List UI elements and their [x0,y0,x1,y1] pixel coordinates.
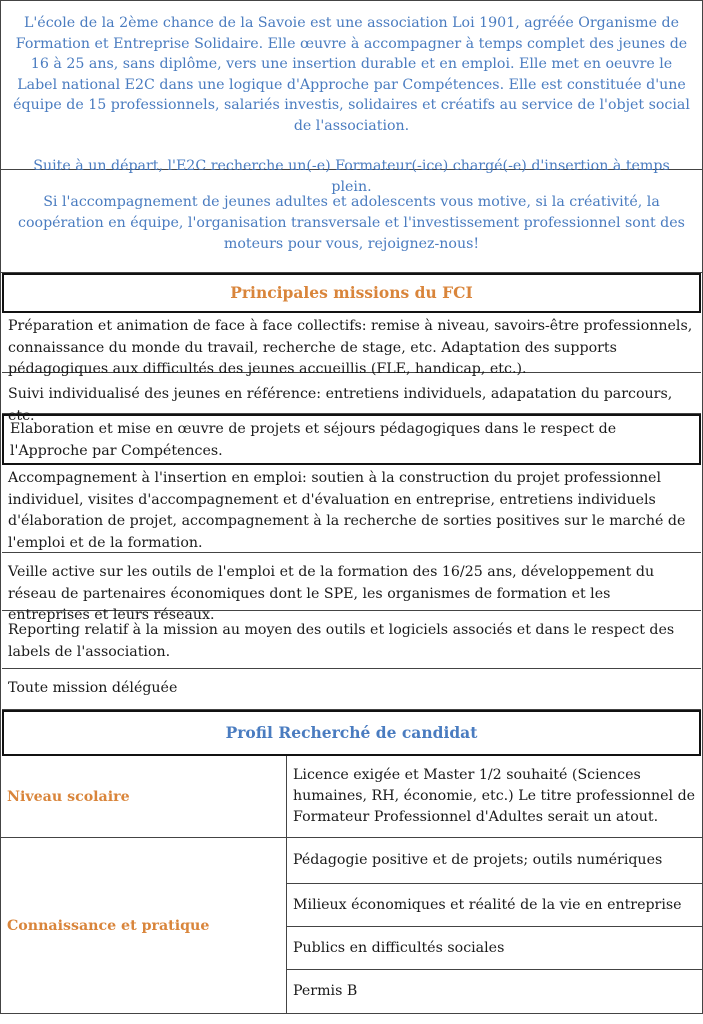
recruitment-announcement: Suite à un départ, l'E2C recherche un(-e) Formateur(-ice) chargé(-e) d'insertion à temps plein. [33,158,670,195]
mission-item: Accompagnement à l'insertion en emploi: soutien à la construction du projet professionnel individuel, visites d'accompagnement et d'évaluation en entreprise, entretiens individuels d'élaboration de projet, accompagnement à la recherche de sorties positives sur le marché de l'emploi et de la formation. [2,465,701,553]
connaissance-item: Publics en difficultés sociales [287,926,702,969]
niveau-scolaire-row [1,756,702,838]
mission-item: Toute mission déléguée [2,669,701,710]
missions-heading: Principales missions du FCI [2,273,701,313]
connaissance-pratique-label: Connaissance et pratique [1,838,287,1013]
connaissance-pratique-values [287,838,702,1013]
mission-item: Elaboration et mise en œuvre de projets et séjours pédagogiques dans le respect de l'Approche par Compétences. [2,414,701,465]
profil-heading: Profil Recherché de candidat [2,710,701,756]
niveau-scolaire-label: Niveau scolaire [1,756,287,837]
mission-item: Reporting relatif à la mission au moyen des outils et logiciels associés et dans le respect des labels de l'association. [2,611,701,669]
niveau-scolaire-value: Licence exigée et Master 1/2 souhaité (Sciences humaines, RH, économie, etc.) Le titre professionnel de Formateur Professionnel d'Adultes serait un atout. [293,767,696,825]
niveau-scolaire-values [287,756,702,837]
motivation-paragraph: Si l'accompagnement de jeunes adultes et adolescents vous motive, si la créativité, la coopération en équipe, l'organisation transversale et l'investissement professionnel sont des moteurs pour vous, rejoignez-nous! [1,170,702,273]
intro-section [1,0,702,195]
mission-item: Suivi individualisé des jeunes en référence: entretiens individuels, adapatation du parcours, etc. [2,373,701,414]
connaissance-item: Pédagogie positive et de projets; outils numériques [293,852,663,868]
connaissance-item: Milieux économiques et réalité de la vie en entreprise [287,883,702,926]
connaissance-item: Permis B [287,969,702,1013]
intro-paragraph: L'école de la 2ème chance de la Savoie est une association Loi 1901, agréée Organisme de Formation et Entreprise Solidaire. Elle œuvre à accompagner à temps complet des jeunes de 16 à 25 ans, sans diplôme, vers une insertion durable et en emploi. Elle met en oeuvre le Label national E2C dans une logique d'Approche par Compétences. Elle est constituée d'une équipe de 15 professionnels, salariés investis, solidaires et créatifs au service de l'objet social de l'association. [13,15,690,134]
mission-item: Préparation et animation de face à face collectifs: remise à niveau, savoirs-être professionnels, connaissance du monde du travail, recherche de stage, etc. Adaptation des supports pédagogiques aux difficultés des jeunes accueillis (FLE, handicap, etc.). [2,313,701,373]
connaissance-pratique-row [1,838,702,1014]
mission-item: Veille active sur les outils de l'emploi et de la formation des 16/25 ans, développement du réseau de partenaires économiques dont le SPE, les organismes de formation et les entreprises et leurs réseaux. [2,553,701,611]
